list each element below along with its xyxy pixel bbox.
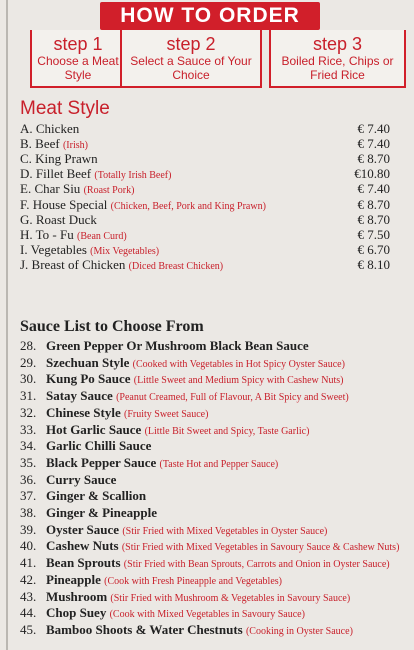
banner-title: HOW TO ORDER	[120, 4, 300, 27]
meat-item	[20, 166, 390, 181]
sauce-item-number: 34.	[20, 438, 37, 454]
meat-item-price: € 6.70	[357, 241, 390, 257]
sauce-item-number: 41.	[20, 555, 37, 571]
sauce-item-number: 35.	[20, 454, 37, 470]
sauce-item-name: Oyster Sauce	[46, 521, 120, 537]
sauce-item	[20, 388, 400, 404]
meat-item-price: € 7.40	[357, 136, 390, 152]
sauce-item-number: 29.	[20, 354, 37, 370]
sauce-item-number: 30.	[20, 371, 37, 387]
meat-style-heading: Meat Style	[20, 98, 110, 119]
sauce-item-note: (Little Bit Sweet and Spicy, Taste Garlic)	[144, 425, 310, 437]
sauce-item-number: 33.	[20, 421, 37, 437]
sauce-item-number: 28.	[20, 338, 37, 353]
sauce-list-heading: Sauce List to Choose From	[20, 318, 204, 335]
page-edge-shadow	[6, 0, 8, 650]
meat-item-label: B. Beef	[20, 136, 60, 152]
sauce-item-name: Curry Sauce	[46, 471, 117, 487]
sauce-item-note: (Little Sweet and Medium Spicy with Cashew Nuts)	[133, 375, 344, 387]
step-2-box	[120, 30, 262, 88]
sauce-item-note: (Cook with Mixed Vegetables in Savoury Sauce)	[109, 609, 305, 621]
step-desc: Boiled Rice, Chips or Fried Rice	[281, 54, 394, 82]
sauce-item-name: Chop Suey	[46, 605, 107, 621]
order-steps	[22, 30, 406, 92]
sauce-item-number: 37.	[20, 488, 37, 504]
meat-item-label: G. Roast Duck	[20, 211, 97, 227]
sauce-item	[20, 472, 400, 488]
meat-item	[20, 121, 390, 136]
meat-item-label: F. House Special	[20, 196, 108, 212]
meat-item-note: (Chicken, Beef, Pork and King Prawn)	[110, 200, 266, 212]
sauce-item	[20, 438, 400, 454]
sauce-item-name: Bamboo Shoots & Water Chestnuts	[46, 621, 243, 637]
meat-item-price: € 7.40	[357, 181, 390, 197]
meat-item-price: € 8.70	[357, 211, 390, 227]
meat-item-note: (Bean Curd)	[77, 230, 127, 242]
sauce-item	[20, 338, 400, 354]
sauce-item-name: Green Pepper Or Mushroom Black Bean Sauce	[46, 338, 309, 353]
meat-item-label: H. To - Fu	[20, 226, 74, 242]
sauce-item	[20, 555, 400, 571]
sauce-item	[20, 589, 400, 605]
sauce-item-number: 45.	[20, 621, 37, 637]
sauce-item-note: (Stir Fried with Mixed Vegetables in Oyster Sauce)	[122, 525, 328, 537]
sauce-item	[20, 371, 400, 387]
sauce-item	[20, 622, 400, 638]
meat-item	[20, 257, 390, 272]
sauce-item	[20, 405, 400, 421]
meat-item-label: J. Breast of Chicken	[20, 256, 126, 272]
step-1-box	[30, 30, 126, 88]
sauce-item-number: 31.	[20, 388, 37, 404]
sauce-item	[20, 522, 400, 538]
sauce-item-name: Mushroom	[46, 588, 108, 604]
sauce-item-number: 40.	[20, 538, 37, 554]
meat-item-note: (Irish)	[62, 140, 88, 152]
sauce-item-name: Cashew Nuts	[46, 538, 119, 554]
meat-item-note: (Roast Pork)	[83, 185, 135, 197]
sauce-item-name: Ginger & Pineapple	[46, 505, 157, 520]
meat-item-note: (Mix Vegetables)	[90, 245, 160, 257]
meat-item	[20, 242, 390, 257]
sauce-item-number: 38.	[20, 505, 37, 520]
sauce-item-number: 36.	[20, 471, 37, 487]
sauce-item-name: Satay Sauce	[46, 388, 113, 404]
sauce-item-note: (Fruity Sweet Sauce)	[124, 408, 209, 420]
meat-item-label: A. Chicken	[20, 121, 80, 136]
sauce-item-name: Kung Po Sauce	[46, 371, 131, 387]
sauce-item-number: 43.	[20, 588, 37, 604]
sauce-item-note: (Taste Hot and Pepper Sauce)	[159, 458, 279, 470]
step-title: step 2	[166, 34, 216, 54]
sauce-item-note: (Cooked with Vegetables in Hot Spicy Oyster Sauce)	[132, 358, 345, 370]
meat-item-label: E. Char Siu	[20, 181, 81, 197]
how-to-order-banner	[100, 2, 320, 30]
meat-item	[20, 227, 390, 242]
step-desc: Choose a Meat Style	[37, 54, 119, 82]
sauce-item-name: Ginger & Scallion	[46, 488, 147, 504]
meat-item	[20, 151, 390, 166]
meat-item-price: € 8.10	[357, 256, 390, 272]
sauce-item	[20, 538, 400, 554]
sauce-item-name: Black Pepper Sauce	[46, 454, 157, 470]
sauce-item-note: (Stir Fried with Mixed Vegetables in Savoury Sauce & Cashew Nuts)	[121, 542, 400, 554]
sauce-item	[20, 488, 400, 504]
meat-item-note: (Totally Irish Beef)	[94, 170, 172, 182]
sauce-item-number: 39.	[20, 521, 37, 537]
step-title: step 3	[312, 34, 363, 54]
meat-item-price: €10.80	[354, 166, 390, 182]
meat-item	[20, 212, 390, 227]
sauce-item-name: Szechuan Style	[46, 354, 130, 370]
meat-item	[20, 181, 390, 196]
sauce-item	[20, 355, 400, 371]
sauce-item	[20, 605, 400, 621]
sauce-item-note: (Cooking in Oyster Sauce)	[245, 625, 353, 637]
meat-item	[20, 197, 390, 212]
meat-item-price: € 8.70	[357, 196, 390, 212]
sauce-item	[20, 572, 400, 588]
step-desc: Select a Sauce of Your Choice	[130, 54, 252, 82]
step-3-box	[269, 30, 406, 88]
sauce-item-number: 44.	[20, 605, 37, 621]
sauce-item-name: Bean Sprouts	[46, 555, 121, 571]
meat-item-price: € 7.40	[357, 121, 390, 136]
sauce-item-note: (Peanut Creamed, Full of Flavour, A Bit Spicy and Sweet)	[116, 392, 349, 404]
sauce-item	[20, 422, 400, 438]
sauce-item-number: 32.	[20, 404, 37, 420]
step-title: step 1	[53, 34, 103, 54]
sauce-item-note: (Stir Fried with Bean Sprouts, Carrots and Onion in Oyster Sauce)	[123, 559, 390, 571]
meat-item	[20, 136, 390, 151]
meat-item-label: I. Vegetables	[20, 241, 87, 257]
sauce-item-note: (Cook with Fresh Pineapple and Vegetables)	[104, 575, 282, 587]
sauce-item-name: Chinese Style	[46, 404, 121, 420]
meat-item-label: D. Fillet Beef	[20, 166, 92, 182]
sauce-item-name: Hot Garlic Sauce	[46, 421, 142, 437]
sauce-item	[20, 505, 400, 521]
sauce-item-name: Garlic Chilli Sauce	[46, 438, 152, 454]
meat-item-label: C. King Prawn	[20, 151, 98, 167]
sauce-item-number: 42.	[20, 571, 37, 587]
meat-item-note: (Diced Breast Chicken)	[128, 260, 224, 272]
sauce-item	[20, 455, 400, 471]
sauce-item-name: Pineapple	[46, 571, 101, 587]
sauce-item-note: (Stir Fried with Mushroom & Vegetables in Savoury Sauce)	[110, 592, 351, 604]
meat-item-price: € 8.70	[357, 151, 390, 167]
meat-item-price: € 7.50	[357, 226, 390, 242]
